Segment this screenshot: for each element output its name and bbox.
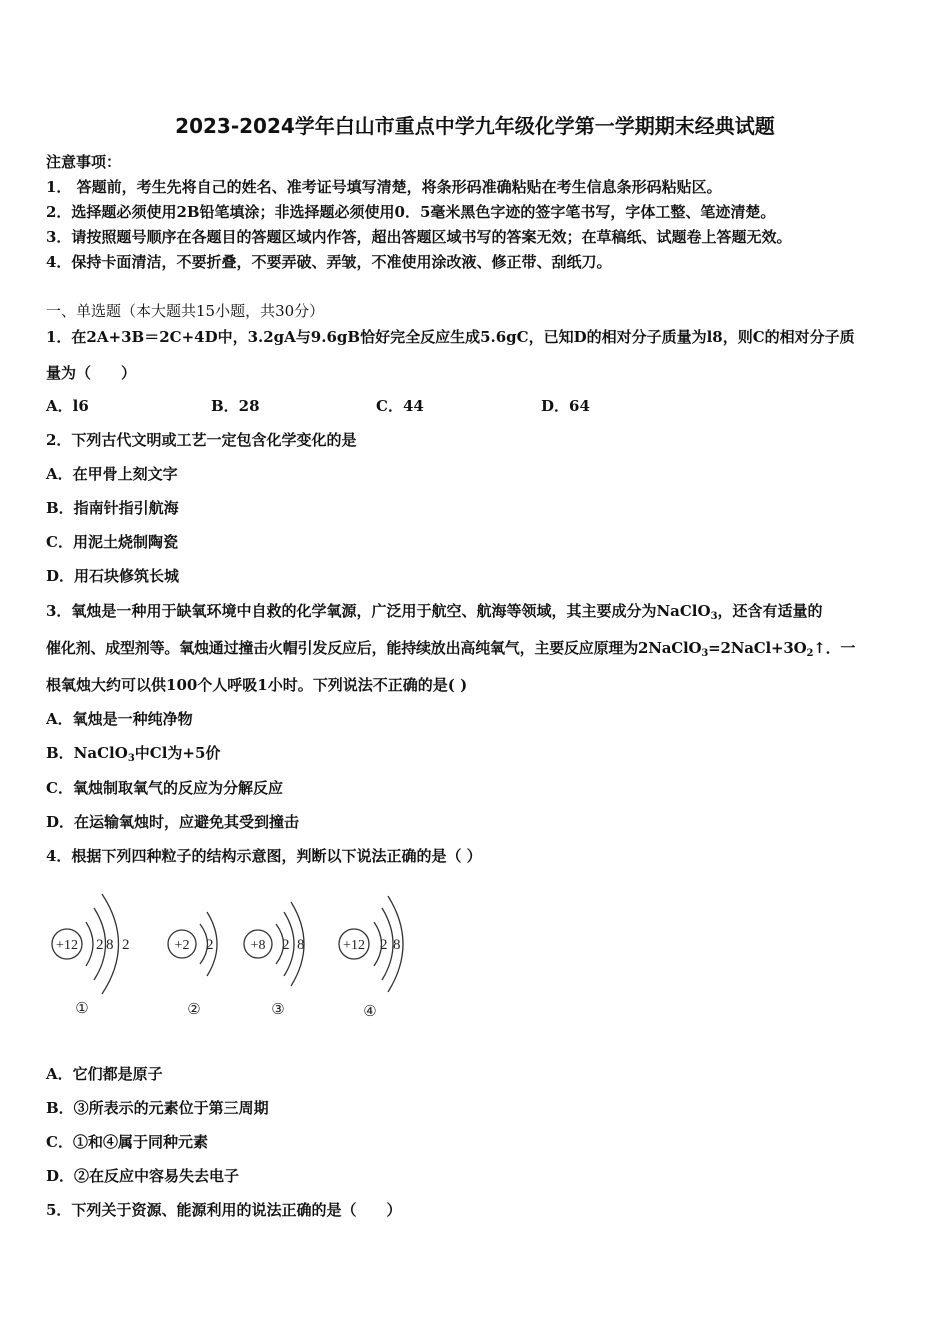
q4-option-c: C．①和④属于同种元素 xyxy=(46,1133,208,1151)
subscript: 3 xyxy=(127,753,135,764)
q3-option-b xyxy=(46,743,220,769)
q3-text: ，还含有适量的 xyxy=(717,602,823,620)
subscript: 3 xyxy=(701,648,709,659)
q3-text: ↑．一 xyxy=(813,639,856,657)
q1-option-c: C．44 xyxy=(376,397,424,415)
q3-text: 催化剂、成型剂等。氧烛通过撞击火帽引发反应后，能持续放出高纯氧气，主要反应原理为2NaClO xyxy=(46,639,702,657)
particle-4-diagram xyxy=(339,896,403,1020)
q3-stem-line2 xyxy=(46,638,855,664)
q3-stem-line1 xyxy=(46,601,823,627)
q3-text: 中Cl为+5价 xyxy=(134,744,221,762)
page-title: 2023-2024学年白山市重点中学九年级化学第一学期期末经典试题 xyxy=(175,114,775,138)
q3-stem-line3: 根氧烛大约可以供100个人呼吸1小时。下列说法不正确的是( ) xyxy=(46,676,468,694)
q3-text: B．NaClO xyxy=(46,744,128,762)
particle-label: ③ xyxy=(271,1002,285,1018)
particle-3-diagram xyxy=(244,902,305,1018)
q3-text: 3．氧烛是一种用于缺氧环境中自救的化学氧源，广泛用于航空、航海等领域，其主要成分为NaClO xyxy=(46,602,711,620)
particle-label: ② xyxy=(187,1002,201,1018)
q3-text: =2NaCl+3O xyxy=(708,639,807,657)
shell-electrons: 2 xyxy=(206,937,214,953)
q4-option-b: B．③所表示的元素位于第三周期 xyxy=(46,1099,269,1117)
notice-item: 2．选择题必须使用2B铅笔填涂；非选择题必须使用0．5毫米黑色字迹的签字笔书写，字体工整、笔迹清楚。 xyxy=(46,203,776,221)
nucleus-charge: +12 xyxy=(56,938,78,953)
q1-stem-line2: 量为（ ） xyxy=(46,364,137,382)
shell-electrons: 2 xyxy=(96,937,104,953)
particle-label: ① xyxy=(75,1001,89,1017)
q2-option-b: B．指南针指引航海 xyxy=(46,499,179,517)
particle-label: ④ xyxy=(363,1004,377,1020)
q4-stem: 4．根据下列四种粒子的结构示意图，判断以下说法正确的是（ ） xyxy=(46,847,482,865)
q1-option-a: A．l6 xyxy=(46,397,89,415)
nucleus-charge: +2 xyxy=(174,938,190,953)
shell-electrons: 2 xyxy=(282,937,290,953)
q4-option-a: A．它们都是原子 xyxy=(46,1065,163,1083)
subscript: 3 xyxy=(710,611,718,622)
shell-electrons: 8 xyxy=(393,937,401,953)
shell-electrons: 8 xyxy=(106,937,114,953)
shell-electrons: 2 xyxy=(380,937,388,953)
q3-option-a: A．氧烛是一种纯净物 xyxy=(46,710,193,728)
subscript: 2 xyxy=(806,648,814,659)
particle-1-diagram xyxy=(52,894,130,1017)
notice-heading: 注意事项： xyxy=(46,153,122,171)
notice-item: 1． 答题前，考生先将自己的姓名、准考证号填写清楚，将条形码准确粘贴在考生信息条形码粘贴区。 xyxy=(46,178,722,196)
nucleus-charge: +8 xyxy=(250,938,266,953)
shell-electrons: 2 xyxy=(122,937,130,953)
particle-2-diagram xyxy=(168,912,217,1018)
particle-diagrams xyxy=(40,880,460,1030)
nucleus-charge: +12 xyxy=(343,938,365,953)
q1-option-d: D．64 xyxy=(541,397,590,415)
notice-item: 3．请按照题号顺序在各题目的答题区域内作答，超出答题区域书写的答案无效；在草稿纸、试题卷上答题无效。 xyxy=(46,228,792,246)
q1-option-b: B．28 xyxy=(211,397,260,415)
q5-stem: 5．下列关于资源、能源利用的说法正确的是（ ） xyxy=(46,1201,402,1219)
section-heading: 一、单选题（本大题共15小题，共30分） xyxy=(46,302,325,320)
q1-stem-line1: 1．在2A+3B＝2C+4D中，3.2gA与9.6gB恰好完全反应生成5.6gC，已知D的相对分子质量为l8，则C的相对分子质 xyxy=(46,328,855,346)
shell-arc xyxy=(86,922,93,966)
q3-option-d: D．在运输氧烛时，应避免其受到撞击 xyxy=(46,813,300,831)
q3-option-c: C．氧烛制取氧气的反应为分解反应 xyxy=(46,779,283,797)
q2-option-a: A．在甲骨上刻文字 xyxy=(46,465,178,483)
q2-option-c: C．用泥土烧制陶瓷 xyxy=(46,533,178,551)
q2-stem: 2．下列古代文明或工艺一定包含化学变化的是 xyxy=(46,431,357,449)
notice-item: 4．保持卡面清洁，不要折叠，不要弄破、弄皱，不准使用涂改液、修正带、刮纸刀。 xyxy=(46,253,612,271)
q4-option-d: D．②在反应中容易失去电子 xyxy=(46,1167,240,1185)
q2-option-d: D．用石块修筑长城 xyxy=(46,567,180,585)
shell-electrons: 8 xyxy=(297,937,305,953)
